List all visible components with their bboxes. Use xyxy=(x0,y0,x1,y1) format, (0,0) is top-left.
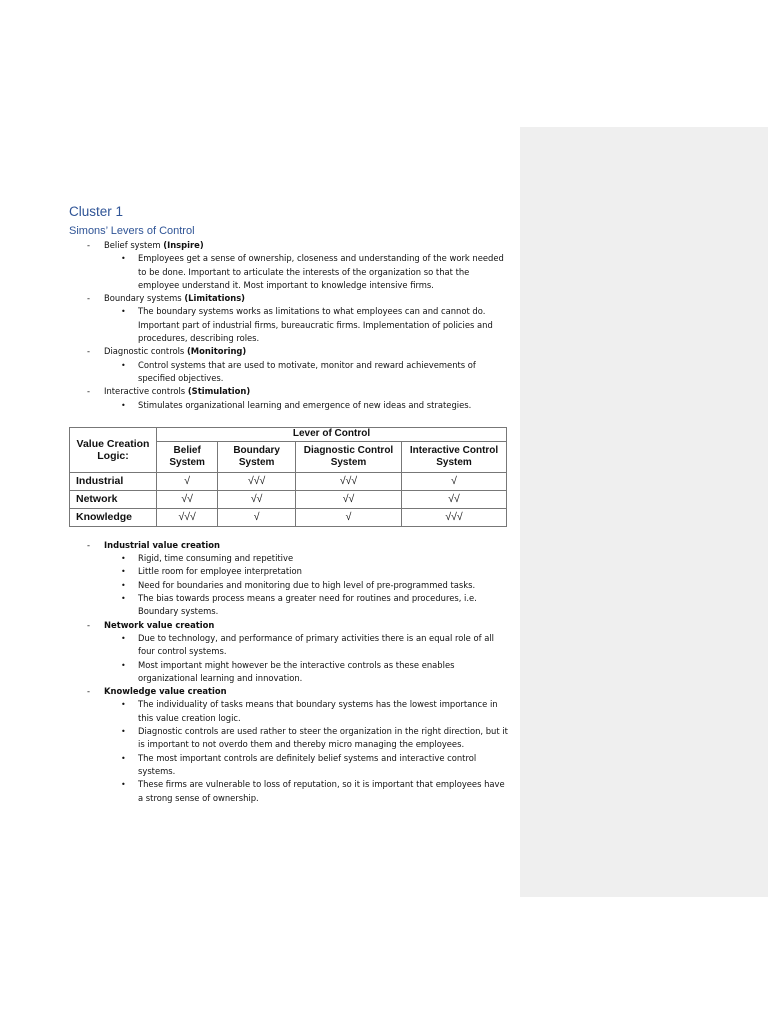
table-col-header: Belief System xyxy=(157,441,218,472)
lever-diagnostic-bullet: • Control systems that are used to motivate, monitor and reward achievements of specified objectives. xyxy=(69,359,509,386)
table-cell: √√ xyxy=(157,490,218,508)
table-col-header: Diagnostic Control System xyxy=(295,441,401,472)
table-cell: √√√ xyxy=(402,508,507,526)
lever-boundary: - Boundary systems (Limitations) xyxy=(69,292,509,305)
levers-table xyxy=(69,427,507,527)
table-cell: √√√ xyxy=(295,472,401,490)
table-row-label: Industrial xyxy=(70,472,157,490)
lever-belief: - Belief system (Inspire) xyxy=(69,239,509,252)
table-cell: √ xyxy=(402,472,507,490)
table-group-header: Lever of Control xyxy=(157,427,507,441)
logic-knowledge-bullet: • The individuality of tasks means that boundary systems has the lowest importance in this value creation logic. xyxy=(69,698,509,725)
lever-diagnostic: - Diagnostic controls (Monitoring) xyxy=(69,345,509,358)
table-row xyxy=(70,472,507,490)
table-corner: Value Creation Logic: xyxy=(70,427,157,472)
logic-industrial-bullet: • The bias towards process means a greater need for routines and procedures, i.e. Boundary systems. xyxy=(69,592,509,619)
logic-industrial-bullet: • Need for boundaries and monitoring due to high level of pre-programmed tasks. xyxy=(69,579,509,592)
logic-network-bullet: • Due to technology, and performance of primary activities there is an equal role of all four control systems. xyxy=(69,632,509,659)
subheading-levers: Simons’ Levers of Control xyxy=(69,225,195,237)
table-cell: √ xyxy=(218,508,296,526)
document-page xyxy=(69,200,509,805)
table-row-label: Network xyxy=(70,490,157,508)
table-cell: √ xyxy=(157,472,218,490)
logic-knowledge-bullet: • The most important controls are definitely belief systems and interactive control systems. xyxy=(69,752,509,779)
table-col-header: Boundary System xyxy=(218,441,296,472)
comment-pane xyxy=(520,127,768,897)
table-cell: √ xyxy=(295,508,401,526)
lever-interactive-bullet: • Stimulates organizational learning and emergence of new ideas and strategies. xyxy=(69,399,509,412)
table-cell: √√√ xyxy=(157,508,218,526)
logic-knowledge-bullet: • Diagnostic controls are used rather to steer the organization in the right direction, but it is important to not overdo them and thereby micro managing the employees. xyxy=(69,725,509,752)
logic-industrial-bullet: • Rigid, time consuming and repetitive xyxy=(69,552,509,565)
table-col-header: Interactive Control System xyxy=(402,441,507,472)
table-row xyxy=(70,490,507,508)
logic-industrial-bullet: • Little room for employee interpretation xyxy=(69,565,509,578)
heading-cluster: Cluster 1 xyxy=(69,204,124,219)
logic-knowledge-bullet: • These firms are vulnerable to loss of reputation, so it is important that employees have a strong sense of ownership. xyxy=(69,778,509,805)
table-row xyxy=(70,508,507,526)
logic-knowledge-title: - Knowledge value creation xyxy=(69,685,509,698)
table-row-label: Knowledge xyxy=(70,508,157,526)
table-cell: √√ xyxy=(295,490,401,508)
lever-belief-bullet: • Employees get a sense of ownership, closeness and understanding of the work needed to be done. Important to articulate the interests of the organization so that the employee understand it. Most important to knowledge intensive firms. xyxy=(69,252,509,292)
table-cell: √√√ xyxy=(218,472,296,490)
table-cell: √√ xyxy=(402,490,507,508)
table-cell: √√ xyxy=(218,490,296,508)
logic-industrial-title: - Industrial value creation xyxy=(69,539,509,552)
logic-network-title: - Network value creation xyxy=(69,619,509,632)
lever-interactive: - Interactive controls (Stimulation) xyxy=(69,385,509,398)
logic-network-bullet: • Most important might however be the interactive controls as these enables organizational learning and innovation. xyxy=(69,659,509,686)
lever-boundary-bullet: • The boundary systems works as limitations to what employees can and cannot do. Important part of industrial firms, bureaucratic firms. Implementation of policies and procedures, describing roles. xyxy=(69,305,509,345)
